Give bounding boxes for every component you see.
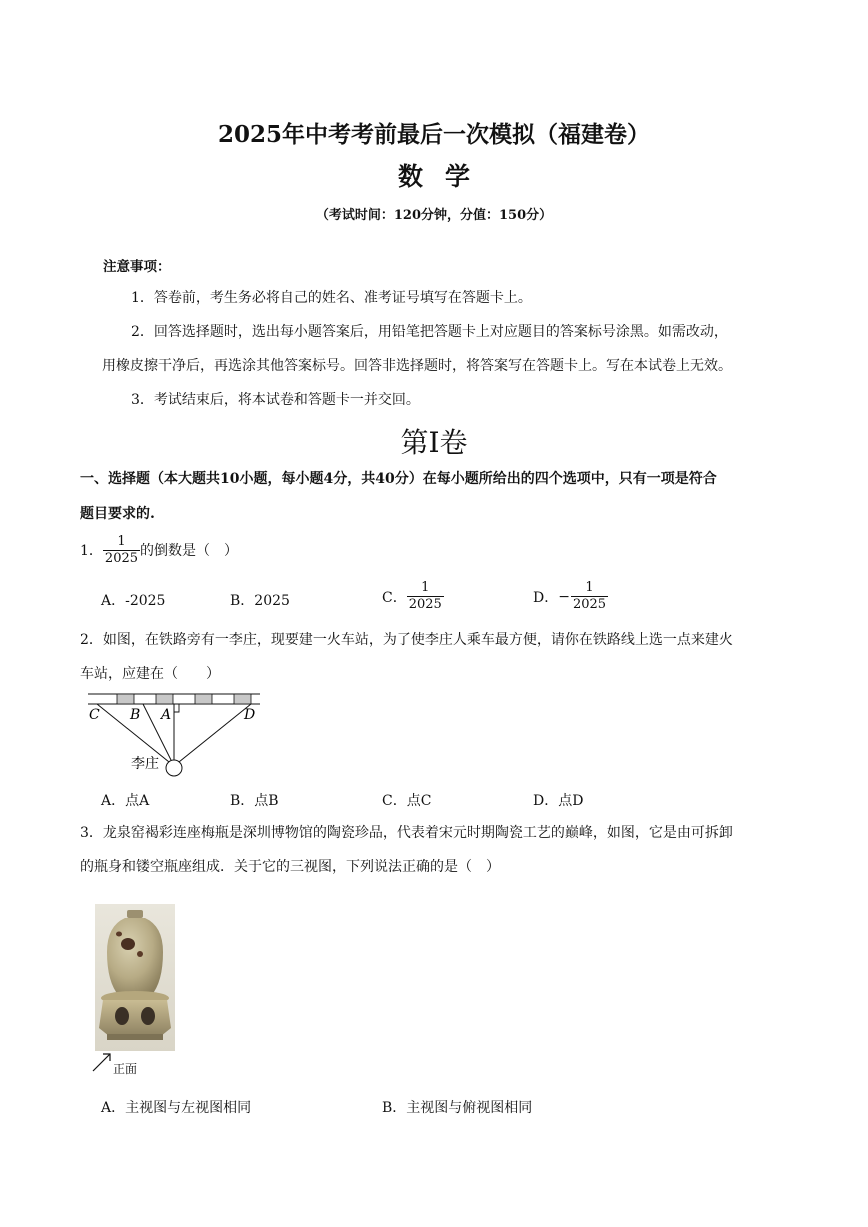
- notice-item-1: 1．答卷前，考生务必将自己的姓名、准考证号填写在答题卡上。: [131, 290, 532, 306]
- vase-brown-spot: [116, 932, 122, 937]
- front-label: 正面: [113, 1062, 138, 1076]
- fraction-numerator: 1: [407, 580, 444, 597]
- label-a: A: [161, 707, 172, 723]
- q1-option-c: [382, 580, 444, 613]
- question-2-cont: 车站，应建在（ ）: [80, 666, 220, 682]
- rail-tie: [117, 694, 134, 704]
- section-instruction: 一、选择题（本大题共10小题，每小题4分，共40分）在每小题所给出的四个选项中，只有一项是符合: [80, 471, 717, 487]
- question-3: 3．龙泉窑褐彩连座梅瓶是深圳博物馆的陶瓷珍品，代表着宋元时期陶瓷工艺的巅峰，如图，它是由可拆卸: [80, 825, 733, 841]
- vase-body: [107, 918, 163, 996]
- section-instruction-cont: 题目要求的.: [80, 506, 155, 522]
- fraction: [571, 580, 608, 613]
- vase-neck: [127, 910, 143, 918]
- question-stem: 的倒数是（ ）: [140, 542, 239, 559]
- fraction-denominator: 2025: [572, 597, 607, 612]
- q2-option-c: C．点C: [382, 793, 432, 809]
- question-3-cont: 的瓶身和镂空瓶座组成．关于它的三视图，下列说法正确的是（ ）: [80, 859, 500, 875]
- q3-option-a: A．主视图与左视图相同: [101, 1100, 252, 1116]
- rail-tie: [156, 694, 173, 704]
- arrow-icon: [91, 1051, 113, 1073]
- question-number: 1．: [80, 542, 103, 559]
- q1-option-a: A．-2025: [101, 593, 166, 609]
- section-title: 第Ⅰ卷: [400, 426, 468, 459]
- notice-item-2: 2．回答选择题时，选出每小题答案后，用铅笔把答题卡上对应题目的答案标号涂黑。如需改动，: [131, 324, 728, 340]
- base-foot: [107, 1034, 163, 1040]
- rail-tie: [234, 694, 251, 704]
- label-b: B: [130, 707, 141, 723]
- q1-option-b: B．2025: [230, 593, 290, 609]
- option-prefix: C．: [382, 589, 407, 606]
- notice-item-3: 3．考试结束后，将本试卷和答题卡一并交回。: [131, 392, 420, 408]
- exam-info: （考试时间：120分钟，分值：150分）: [315, 208, 553, 223]
- fraction-numerator: 1: [103, 534, 140, 551]
- base-opening: [141, 1007, 155, 1025]
- fraction: [407, 580, 444, 613]
- label-c: C: [89, 707, 100, 723]
- label-d: D: [244, 707, 256, 723]
- fraction-denominator: 2025: [104, 551, 139, 566]
- vase-base: [99, 1000, 171, 1036]
- exam-title: 2025年中考考前最后一次模拟（福建卷）: [217, 121, 650, 148]
- label-village: 李庄: [131, 756, 159, 772]
- question-2: 2．如图，在铁路旁有一李庄，现要建一火车站，为了使李庄人乘车最方便，请你在铁路线上选一点来建火: [80, 632, 733, 648]
- vase-photo: [95, 904, 175, 1051]
- option-prefix: D．: [533, 589, 559, 606]
- fraction-numerator: 1: [571, 580, 608, 597]
- q2-option-b: B．点B: [230, 793, 279, 809]
- vase-brown-spot: [137, 951, 143, 957]
- subject-title: 数学: [397, 162, 492, 191]
- right-angle-mark: [174, 704, 179, 712]
- question-1: [80, 534, 238, 567]
- vase-brown-spot: [121, 938, 135, 950]
- q3-option-b: B．主视图与俯视图相同: [382, 1100, 533, 1116]
- village-marker: [166, 760, 182, 776]
- segment-d: [174, 704, 251, 766]
- base-opening: [115, 1007, 129, 1025]
- railway-diagram: [84, 690, 268, 782]
- q1-option-d: [533, 580, 608, 613]
- notice-heading: 注意事项：: [103, 259, 171, 275]
- q2-option-d: D．点D: [533, 793, 584, 809]
- rail-tie: [195, 694, 212, 704]
- fraction-denominator: 2025: [408, 597, 442, 612]
- notice-item-2-cont: 用橡皮擦干净后，再选涂其他答案标号。回答非选择题时，将答案写在答题卡上。写在本试卷上无效。: [102, 358, 732, 374]
- minus-sign: −: [558, 588, 570, 605]
- q2-option-a: A．点A: [101, 793, 150, 809]
- fraction: [103, 534, 140, 567]
